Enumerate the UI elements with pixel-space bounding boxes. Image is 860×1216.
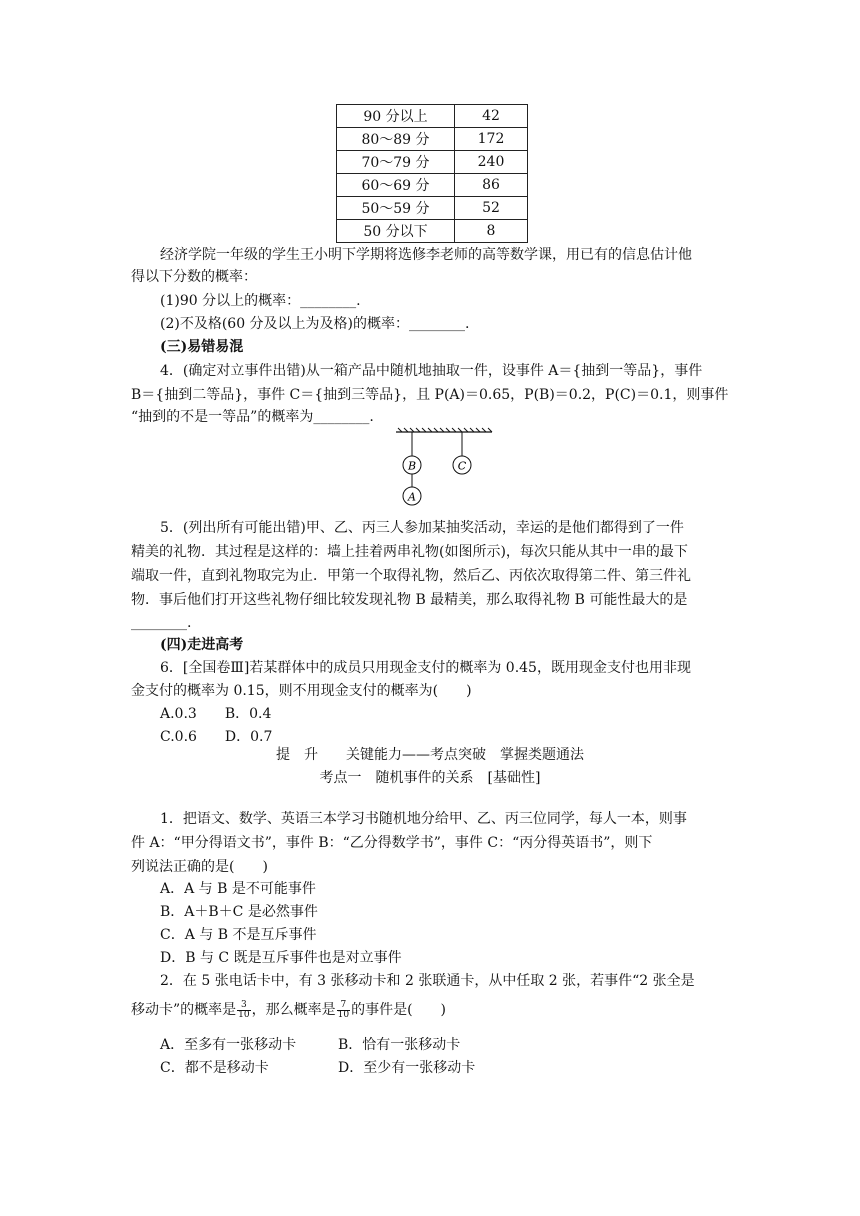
q3-stem-line2: 得以下分数的概率： (131, 269, 257, 285)
gift-b-label: B (407, 459, 417, 473)
frac1-numerator: 3 (237, 1001, 250, 1011)
fraction-seven-tenths (337, 1001, 350, 1020)
score-count-cell: 240 (455, 151, 528, 174)
p2-line1: 2．在 5 张电话卡中，有 3 张移动卡和 2 张联通卡，从中任取 2 张，若事件“2 张全是 (160, 973, 695, 989)
p2-option-d: D．至少有一张移动卡 (338, 1060, 476, 1076)
p2-line2 (131, 997, 446, 1023)
score-count-cell: 86 (455, 174, 528, 197)
p1-line1: 1．把语文、数学、英语三本学习书随机地分给甲、乙、丙三位同学，每人一本，则事 (160, 811, 687, 827)
p2-option-b: B．恰有一张移动卡 (338, 1037, 461, 1053)
p1-option-d: D．B 与 C 既是互斥事件也是对立事件 (160, 950, 402, 966)
score-range-cell: 50～59 分 (337, 197, 455, 220)
q5-line3: 端取一件，直到礼物取完为止．甲第一个取得礼物，然后乙、丙依次取得第二件、第三件礼 (131, 568, 691, 584)
score-range-cell: 60～69 分 (337, 174, 455, 197)
q3-stem-line1: 经济学院一年级的学生王小明下学期将选修李老师的高等数学课，用已有的信息估计他 (160, 247, 692, 263)
score-range-cell: 70～79 分 (337, 151, 455, 174)
q5-line4: 物．事后他们打开这些礼物仔细比较发现礼物 B 最精美，那么取得礼物 B 可能性最大的是 (131, 592, 688, 608)
score-count-cell: 52 (455, 197, 528, 220)
p1-line2: 件 A：“甲分得语文书”，事件 B：“乙分得数学书”，事件 C：“丙分得英语书”，则下 (131, 835, 653, 851)
q6-options-ab: A.0.3 B．0.4 (160, 706, 272, 722)
score-range-cell: 50 分以下 (337, 220, 455, 243)
score-table-row (337, 105, 528, 128)
q6-options-cd: C.0.6 D．0.7 (160, 729, 273, 745)
score-table-row (337, 174, 528, 197)
score-table-row (337, 197, 528, 220)
q4-line1: 4．(确定对立事件出错)从一箱产品中随机地抽取一件，设事件 A＝{抽到一等品}，事件 (160, 363, 703, 379)
frac2-numerator: 7 (337, 1001, 350, 1011)
section-heading-3: (三)易错易混 (160, 339, 244, 355)
score-table (336, 104, 528, 243)
p2-option-a: A．至多有一张移动卡 (160, 1037, 297, 1053)
p1-option-a: A．A 与 B 是不可能事件 (160, 881, 316, 897)
score-range-cell: 80～89 分 (337, 128, 455, 151)
q6-line2: 金支付的概率为 0.15，则不用现金支付的概率为( ) (131, 683, 472, 699)
score-count-cell: 8 (455, 220, 528, 243)
q6-line1: 6．[全国卷Ⅲ]若某群体中的成员只用现金支付的概率为 0.45，既用现金支付也用非现 (160, 660, 691, 676)
p1-option-b: B．A＋B＋C 是必然事件 (160, 904, 318, 920)
section-title: 提 升 关键能力——考点突破 掌握类题通法 (276, 747, 584, 763)
q3-part2: (2)不及格(60 分及以上为及格)的概率：________. (160, 316, 470, 332)
frac1-denominator: 10 (238, 1009, 250, 1020)
gift-a-label: A (408, 490, 416, 504)
q5-line5: ________. (131, 615, 192, 631)
gift-c-label: C (457, 459, 467, 473)
p2-option-c: C．都不是移动卡 (160, 1060, 269, 1076)
score-count-cell: 172 (455, 128, 528, 151)
hanging-gifts-figure (392, 426, 496, 512)
p2-line2-mid: ，那么概率是 (251, 1002, 336, 1018)
score-table-row (337, 151, 528, 174)
score-table-row (337, 220, 528, 243)
frac2-denominator: 10 (337, 1009, 350, 1020)
p2-line2-post: 的事件是( ) (351, 1002, 447, 1018)
p2-line2-pre: 移动卡”的概率是 (131, 1002, 237, 1018)
score-count-cell: 42 (455, 105, 528, 128)
p1-line3: 列说法正确的是( ) (131, 859, 268, 875)
score-range-cell: 90 分以上 (337, 105, 455, 128)
q4-line3: “抽到的不是一等品”的概率为________. (131, 409, 374, 425)
section-heading-4: (四)走进高考 (160, 637, 244, 653)
q5-line2: 精美的礼物．其过程是这样的：墙上挂着两串礼物(如图所示)，每次只能从其中一串的最下 (131, 544, 688, 560)
score-table-row (337, 128, 528, 151)
fraction-three-tenths (237, 1001, 250, 1020)
q4-line2: B＝{抽到二等品}，事件 C＝{抽到三等品}，且 P(A)＝0.65，P(B)＝0.2，P(C)＝0.1，则事件 (131, 387, 729, 403)
q3-part1: (1)90 分以上的概率：________. (160, 293, 361, 309)
q5-line1: 5．(列出所有可能出错)甲、乙、丙三人参加某抽奖活动，幸运的是他们都得到了一件 (160, 520, 684, 536)
subsection-title: 考点一 随机事件的关系 [基础性] (319, 770, 541, 786)
p1-option-c: C．A 与 B 不是互斥事件 (160, 927, 317, 943)
